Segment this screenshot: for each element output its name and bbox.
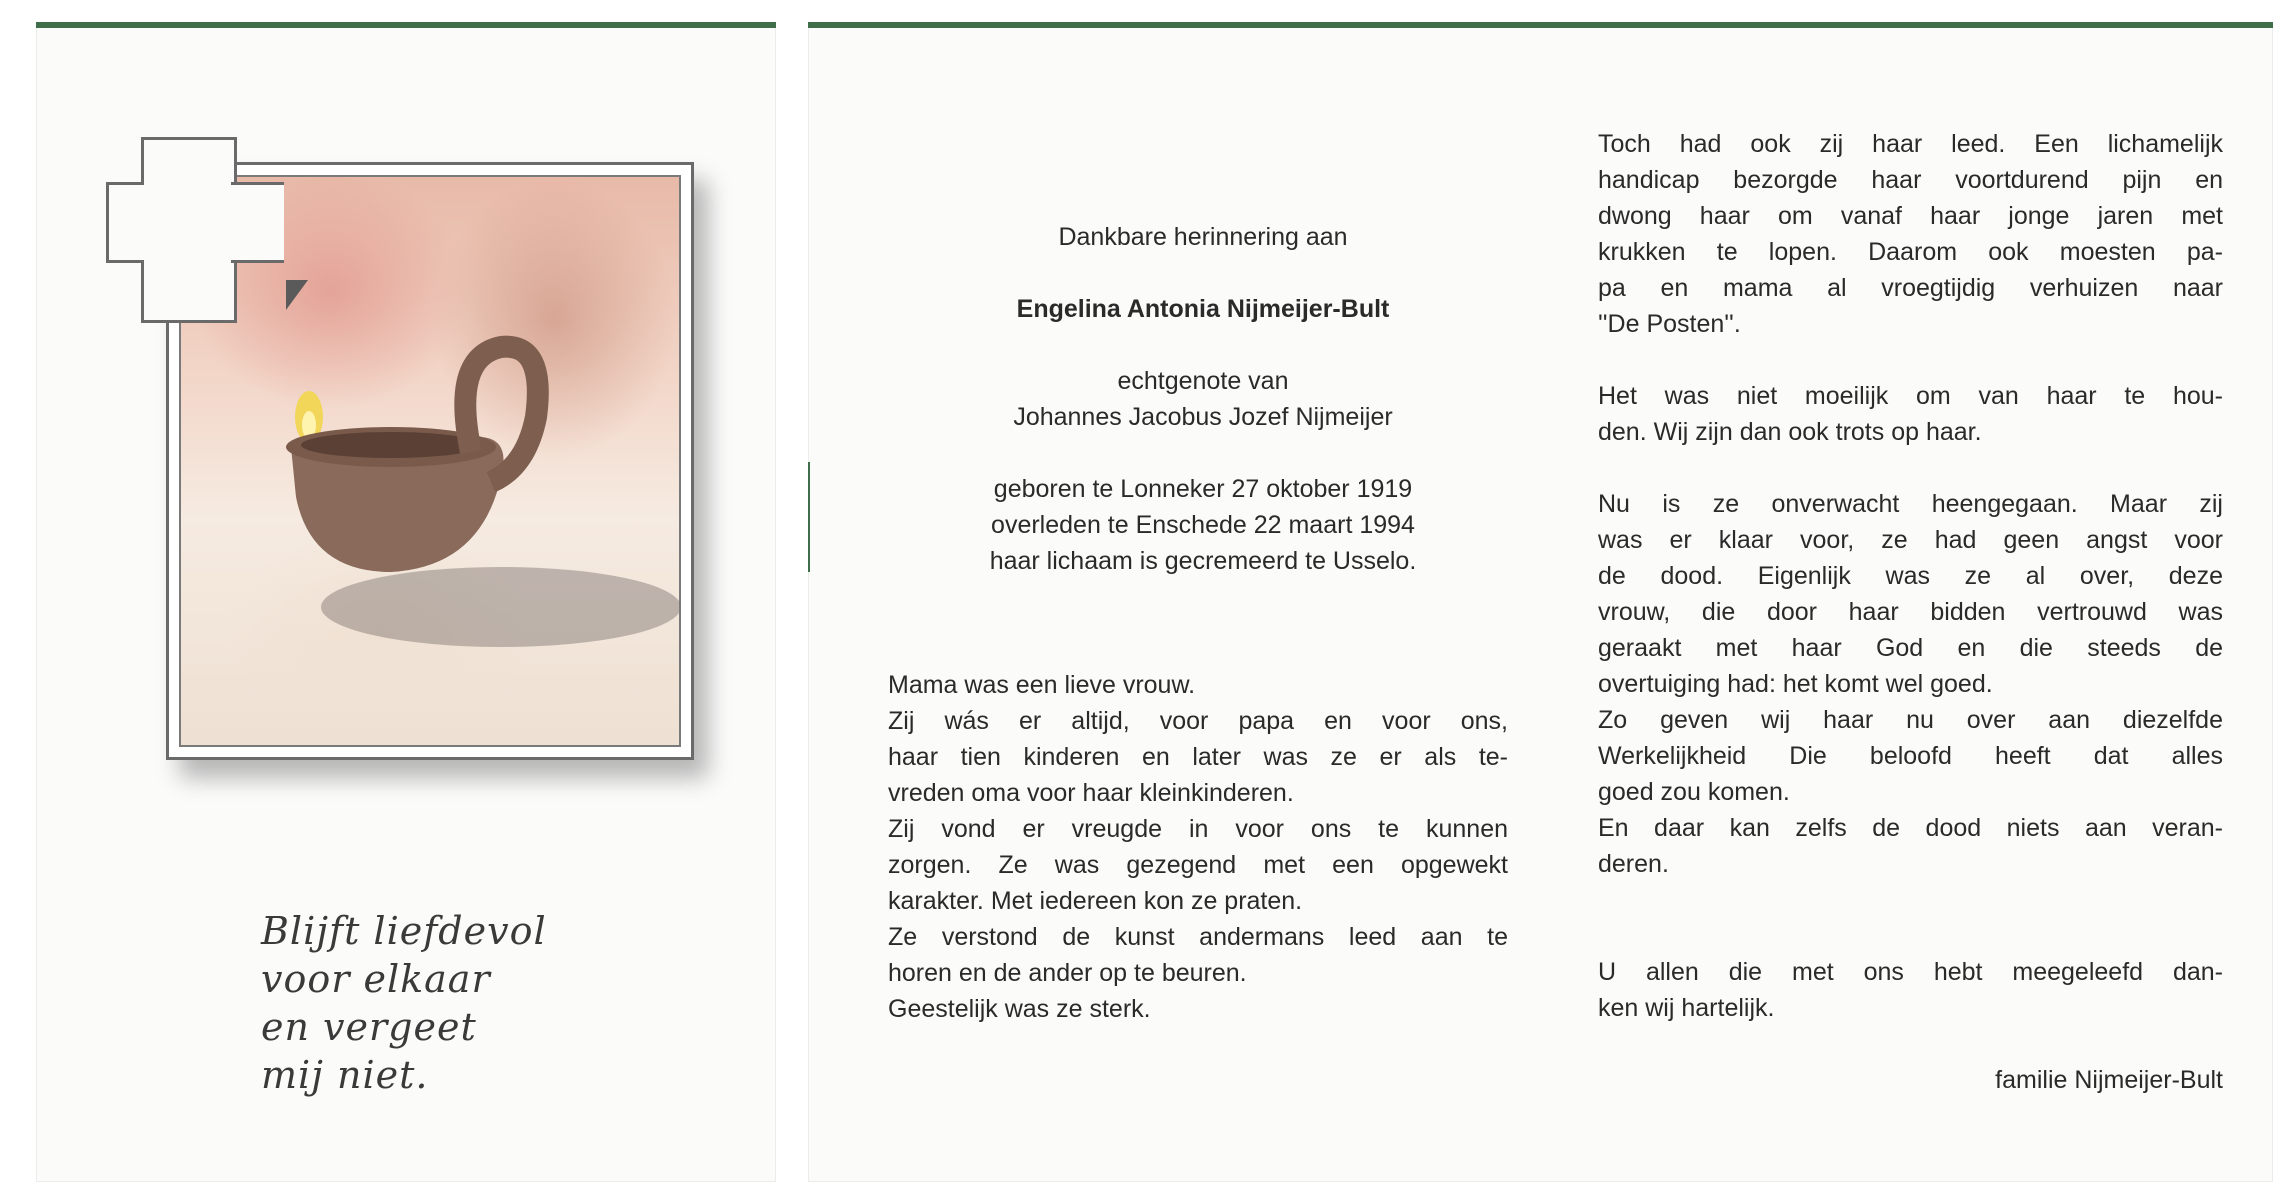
memorial-quote [261, 907, 547, 1099]
body-line: Het was niet moeilijk om van haar te hou- [1598, 382, 2223, 410]
body-line: Nu is ze onverwacht heengegaan. Maar zij [1598, 490, 2223, 518]
body-line: zorgen. Ze was gezegend met een opgewekt [888, 851, 1508, 879]
body-line: ''De Posten''. [1598, 310, 1741, 338]
body-left [888, 667, 1508, 1027]
body-line: vreden oma voor haar kleinkinderen. [888, 779, 1294, 807]
quote-line: en vergeet [261, 1005, 477, 1049]
green-top-rule [808, 22, 2273, 28]
body-line: karakter. Met iedereen kon ze praten. [888, 887, 1303, 915]
body-line: Zo geven wij haar nu over aan diezelfde [1598, 706, 2223, 734]
quote-line: Blijft liefdevol [261, 909, 547, 953]
spouse-intro: echtgenote van [1117, 367, 1289, 395]
body-line: krukken te lopen. Daarom ook moesten pa- [1598, 238, 2223, 266]
body-right [1598, 126, 2223, 1098]
birth-line: geboren te Lonneker 27 oktober 1919 [993, 475, 1413, 503]
death-line: overleden te Enschede 22 maart 1994 [991, 511, 1415, 539]
body-line: U allen die met ons hebt meegeleefd dan- [1598, 958, 2223, 986]
memorial-card-front [36, 22, 776, 1182]
intro-text: Dankbare herinnering aan [1058, 223, 1348, 251]
body-line: was er klaar voor, ze had geen angst voor [1598, 526, 2223, 554]
body-line: dwong haar om vanaf haar jonge jaren met [1598, 202, 2223, 230]
signature: familie Nijmeijer-Bult [1995, 1066, 2223, 1094]
body-line: goed zou komen. [1598, 778, 1790, 806]
header-block [888, 219, 1518, 579]
body-line: Mama was een lieve vrouw. [888, 671, 1196, 699]
body-line: geraakt met haar God en die steeds de [1598, 634, 2223, 662]
body-line: overtuiging had: het komt wel goed. [1598, 670, 1993, 698]
green-edge-mark [808, 462, 810, 572]
memorial-card-inside [808, 22, 2273, 1182]
quote-line: voor elkaar [261, 957, 491, 1001]
body-line: de dood. Eigenlijk was ze al over, deze [1598, 562, 2223, 590]
body-line: den. Wij zijn dan ook trots op haar. [1598, 418, 1982, 446]
spouse-name: Johannes Jacobus Jozef Nijmeijer [1013, 403, 1393, 431]
body-line: pa en mama al vroegtijdig verhuizen naar [1598, 274, 2223, 302]
body-line: Toch had ook zij haar leed. Een lichamelijk [1598, 130, 2223, 158]
green-top-rule [36, 22, 776, 28]
body-line: Zij vond er vreugde in voor ons te kunnen [888, 815, 1508, 843]
body-line: vrouw, die door haar bidden vertrouwd was [1598, 598, 2223, 626]
body-line: handicap bezorgde haar voortdurend pijn en [1598, 166, 2223, 194]
quote-line: mij niet. [261, 1053, 429, 1097]
body-line: Zij wás er altijd, voor papa en voor ons, [888, 707, 1508, 735]
body-line: Geestelijk was ze sterk. [888, 995, 1151, 1023]
cremation-line: haar lichaam is gecremeerd te Usselo. [989, 547, 1417, 575]
cross-arm-fill [109, 185, 281, 254]
body-line: deren. [1598, 850, 1669, 878]
body-line: Werkelijkheid Die beloofd heeft dat alles [1598, 742, 2223, 770]
deceased-name: Engelina Antonia Nijmeijer-Bult [1016, 295, 1390, 323]
body-line: Ze verstond de kunst andermans leed aan te [888, 923, 1508, 951]
triangle-icon [286, 280, 308, 310]
body-line: ken wij hartelijk. [1598, 994, 1775, 1022]
body-line: horen en de ander op te beuren. [888, 959, 1247, 987]
body-line: haar tien kinderen en later was ze er als te- [888, 743, 1508, 771]
body-line: En daar kan zelfs de dood niets aan veran- [1598, 814, 2223, 842]
